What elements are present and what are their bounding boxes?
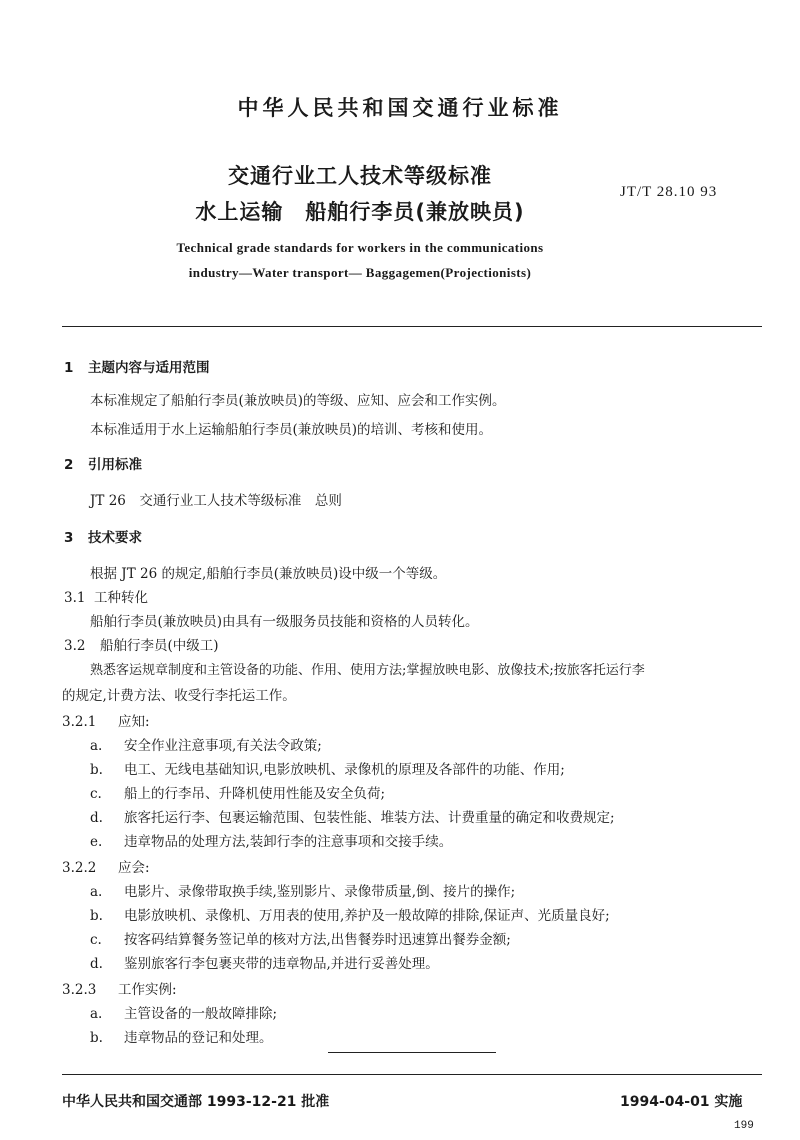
list-label: d. (90, 956, 103, 972)
list-item (90, 1002, 277, 1022)
list-item (90, 904, 610, 924)
subsection-number: 3.2.3 (62, 982, 97, 998)
subsection-title: 工作实例: (118, 982, 177, 998)
paragraph: 本标准适用于水上运输船舶行李员(兼放映员)的培训、考核和使用。 (90, 422, 493, 438)
section-2-heading (64, 453, 142, 473)
list-item (90, 758, 565, 778)
subsection-3-1-heading (64, 586, 148, 606)
list-text: 电工、无线电基础知识,电影放映机、录像机的原理及各部件的功能、作用; (124, 762, 565, 778)
list-item (90, 880, 515, 900)
footer-divider (62, 1074, 762, 1075)
subsection-number: 3.2.2 (62, 860, 97, 876)
list-label: c. (90, 786, 102, 802)
subsection-title: 船舶行李员(中级工) (100, 638, 219, 654)
list-label: d. (90, 810, 103, 826)
subsection-number: 3.1 (64, 590, 86, 606)
subsection-number: 3.2.1 (62, 714, 97, 730)
section-number: 1 (64, 360, 74, 376)
list-item (90, 806, 615, 826)
subsection-3-2-heading (64, 634, 219, 654)
reference-standard: JT 26 交通行业工人技术等级标准 总则 (90, 493, 342, 509)
list-label: a. (90, 738, 103, 754)
list-label: b. (90, 1030, 103, 1046)
subsection-3-2-2-heading (62, 856, 150, 876)
subsection-3-2-3-heading (62, 978, 177, 998)
list-label: e. (90, 834, 103, 850)
list-item (90, 952, 439, 972)
section-title: 主题内容与适用范围 (88, 360, 210, 376)
list-text: 旅客托运行李、包裹运输范围、包装性能、堆装方法、计费重量的确定和收费规定; (124, 810, 615, 826)
section-number: 3 (64, 530, 74, 546)
list-item (90, 928, 511, 948)
list-label: a. (90, 1006, 103, 1022)
subsection-3-2-1-heading (62, 710, 150, 730)
implementation-date: 1994-04-01 实施 (620, 1094, 743, 1110)
list-item (90, 734, 322, 754)
section-3-heading (64, 526, 142, 546)
list-label: b. (90, 908, 103, 924)
list-label: a. (90, 884, 103, 900)
standard-type-heading: 中华人民共和国交通行业标准 (237, 96, 563, 120)
title-en-line1: Technical grade standards for workers in the communications (176, 240, 544, 255)
section-number: 2 (64, 457, 74, 473)
list-item (90, 1026, 273, 1046)
paragraph: 的规定,计费方法、收受行李托运工作。 (62, 688, 296, 704)
list-text: 主管设备的一般故障排除; (124, 1006, 278, 1022)
list-label: c. (90, 932, 102, 948)
paragraph: 船舶行李员(兼放映员)由具有一级服务员技能和资格的人员转化。 (90, 614, 479, 630)
list-item (90, 830, 452, 850)
list-text: 违章物品的登记和处理。 (124, 1030, 273, 1046)
standard-code: JT/T 28.10 93 (620, 184, 718, 200)
header-divider (62, 326, 762, 327)
subsection-title: 工种转化 (94, 590, 148, 606)
title-en-line2: industry—Water transport— Baggagemen(Projectionists) (188, 265, 532, 280)
subsection-number: 3.2 (64, 638, 86, 654)
section-title: 技术要求 (88, 530, 142, 546)
paragraph: 根据 JT 26 的规定,船舶行李员(兼放映员)设中级一个等级。 (90, 566, 447, 582)
list-text: 按客码结算餐务签记单的核对方法,出售餐券时迅速算出餐券金额; (124, 932, 511, 948)
page-number: 199 (734, 1120, 754, 1132)
list-text: 电影放映机、录像机、万用表的使用,养护及一般故障的排除,保证声、光质量良好; (124, 908, 610, 924)
section-1-heading (64, 356, 210, 376)
paragraph: 熟悉客运规章制度和主管设备的功能、作用、使用方法;掌握放映电影、放像技术;按旅客托运行李 (90, 663, 645, 678)
end-of-text-rule (328, 1052, 496, 1053)
list-text: 违章物品的处理方法,装卸行李的注意事项和交接手续。 (124, 834, 453, 850)
subsection-title: 应知: (118, 714, 150, 730)
list-label: b. (90, 762, 103, 778)
list-text: 鉴别旅客行李包裹夹带的违章物品,并进行妥善处理。 (124, 956, 439, 972)
title-cn-line2: 水上运输 船舶行李员(兼放映员) (195, 200, 525, 224)
subsection-title: 应会: (118, 860, 150, 876)
list-text: 电影片、录像带取换手续,鉴别影片、录像带质量,倒、接片的操作; (124, 884, 516, 900)
section-title: 引用标准 (88, 457, 142, 473)
title-cn-line1: 交通行业工人技术等级标准 (228, 164, 492, 188)
approval-date: 中华人民共和国交通部 1993-12-21 批准 (62, 1094, 330, 1110)
list-text: 船上的行李吊、升降机使用性能及安全负荷; (124, 786, 386, 802)
paragraph: 本标准规定了船舶行李员(兼放映员)的等级、应知、应会和工作实例。 (90, 393, 506, 409)
list-item (90, 782, 385, 802)
list-text: 安全作业注意事项,有关法令政策; (124, 738, 322, 754)
